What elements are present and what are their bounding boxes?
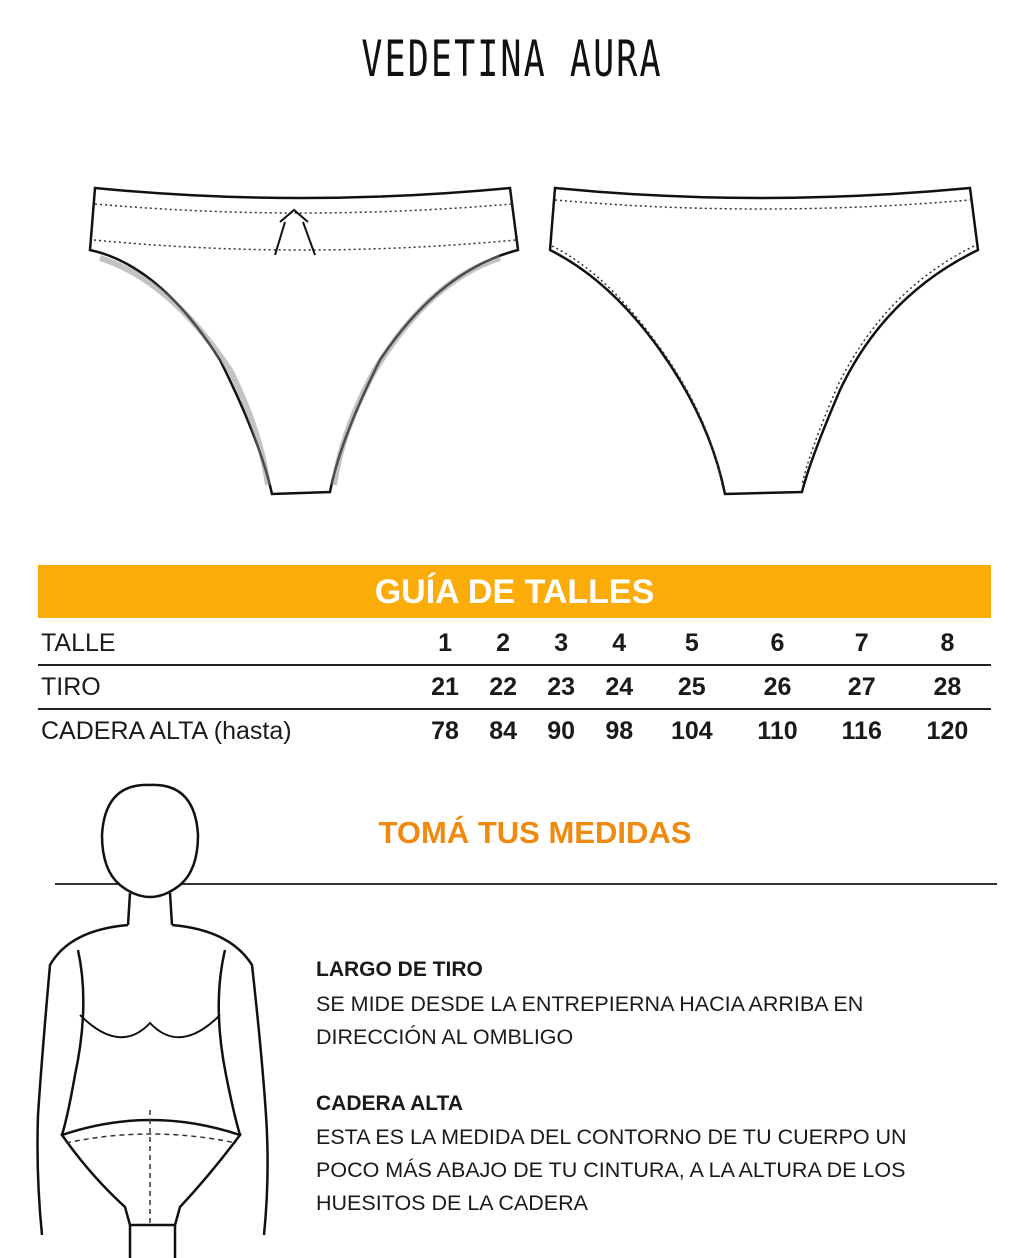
size-cell: 8 — [904, 622, 991, 665]
cadera-title: CADERA ALTA — [316, 1092, 463, 1115]
front-view-illustration — [80, 180, 530, 505]
cadera-cell: 90 — [547, 716, 576, 745]
size-table — [38, 622, 991, 752]
cadera-cell: 98 — [605, 716, 634, 745]
table-row — [38, 665, 991, 709]
cadera-line-3: HUESITOS DE LA CADERA — [316, 1191, 589, 1215]
cadera-cell: 120 — [926, 716, 969, 745]
tiro-cell: 25 — [648, 665, 735, 709]
tiro-cell: 24 — [590, 665, 648, 709]
tiro-cell: 21 — [416, 665, 474, 709]
back-view-illustration — [540, 180, 990, 505]
size-cell: 4 — [590, 622, 648, 665]
tiro-cell: 28 — [904, 665, 991, 709]
tiro-cell: 27 — [820, 665, 904, 709]
size-guide-heading: GUÍA DE TALLES — [38, 565, 991, 618]
cadera-cell: 110 — [757, 716, 798, 745]
body-figure-illustration — [30, 775, 300, 1258]
size-cell: 1 — [416, 622, 474, 665]
product-title: VEDETINA AURA — [361, 30, 663, 88]
tiro-cell: 26 — [735, 665, 819, 709]
cadera-cell: 84 — [489, 716, 517, 745]
row-label: TALLE — [38, 622, 416, 665]
size-cell: 3 — [532, 622, 590, 665]
size-cell: 7 — [820, 622, 904, 665]
cadera-cell: 116 — [841, 716, 882, 745]
table-row — [38, 622, 991, 665]
row-label: TIRO — [38, 665, 416, 709]
cadera-line-1: ESTA ES LA MEDIDA DEL CONTORNO DE TU CUERPO UN — [316, 1125, 907, 1149]
size-cell: 2 — [474, 622, 532, 665]
tiro-line-1: SE MIDE DESDE LA ENTREPIERNA HACIA ARRIBA EN — [316, 992, 864, 1016]
tiro-cell: 23 — [532, 665, 590, 709]
cadera-cell: 78 — [431, 716, 459, 745]
cadera-line-2: POCO MÁS ABAJO DE TU CINTURA, A LA ALTURA DE LOS — [316, 1158, 906, 1182]
tiro-line-2: DIRECCIÓN AL OMBLIGO — [316, 1025, 574, 1049]
tiro-title: LARGO DE TIRO — [316, 958, 483, 981]
size-cell: 6 — [735, 622, 819, 665]
row-label: CADERA ALTA (hasta) — [41, 716, 292, 745]
table-row — [38, 709, 991, 752]
size-cell: 5 — [648, 622, 735, 665]
cadera-cell: 104 — [670, 716, 713, 745]
tiro-cell: 22 — [474, 665, 532, 709]
measure-heading: TOMÁ TUS MEDIDAS — [378, 815, 692, 850]
